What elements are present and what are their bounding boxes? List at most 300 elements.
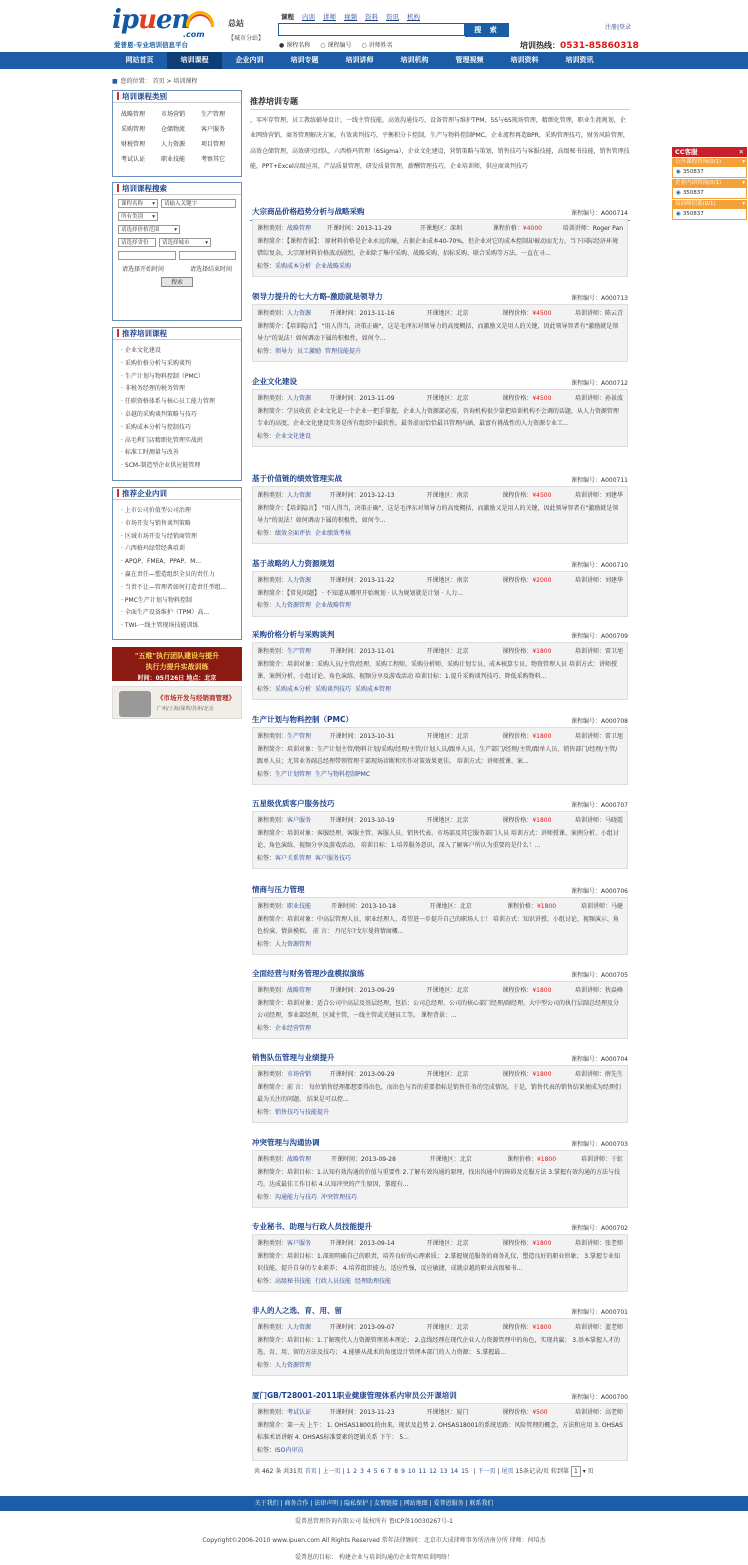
tags-label: 标签： [257,432,276,440]
recommend-course-link[interactable]: · SCM-制造型企业供应链管理 [121,460,235,473]
course-cat[interactable]: 客户服务 [287,817,312,824]
course-start: 2013-10-31 [359,733,395,740]
logo-slogan: 爱普恩·专业培训信息平台 [114,41,188,49]
course-tag-link[interactable]: ISO内审员 [275,1446,304,1454]
intro-text: 培训对象：生产计划主管/物料计划/采购/经理/主管/计划人员/跟单人员、生产部门/经理/主管/跟单人员、销售部门/经理/主管/跟单人员；尤其业务副总经理带领管理干部现场诊断和实作对策效果更佳。 培训方式：讲师授课、案... [257,745,618,766]
cc-qq-teacher[interactable]: ◉ 350837 [672,209,747,220]
course-tag-link[interactable]: 高级秘书技能 [275,1277,312,1285]
category-select[interactable]: 所有类别 ▾ [118,212,158,221]
recommend-inhouse-link[interactable]: · 全面生产设备维护（TPM）高... [121,607,235,620]
course-tag-link[interactable]: 人力资源管理 [275,940,312,948]
recommend-inhouse-box [112,487,242,640]
page-number-link[interactable]: 2 [353,1468,358,1475]
recommend-course-link[interactable]: · 企业文化建设 [121,345,235,358]
course-number-value: A000711 [600,477,628,484]
category-link[interactable]: 考试认证 [121,156,146,163]
radio-teacher-name[interactable]: ○ 讲师姓名 [362,40,393,49]
meta-label-price: 课程价格： [506,903,537,910]
meta-label-cat: 课程类别： [257,817,288,824]
page-select[interactable]: 1 [571,1466,581,1477]
main-content [250,92,630,221]
course-teacher: 陈云青 [604,310,623,317]
recommend-course-link[interactable]: · 标准工时测量与改善 [121,447,235,460]
course-tag-link[interactable]: 人力资源管理 [275,602,312,610]
page-number-link[interactable]: 6 [380,1468,385,1475]
course-tag-link[interactable]: 行政人员技能 [315,1277,352,1285]
course-start: 2013-11-01 [359,648,395,655]
recommend-course-link[interactable]: · 生产计划与物料控制（PMC） [121,371,235,384]
course-cat[interactable]: 人力资源 [287,577,312,584]
course-intro [257,998,623,1023]
page-number-link[interactable]: 8 [394,1468,399,1475]
cc-group-public[interactable]: ▾ 公开课程咨询(0/1) [672,158,747,167]
course-tags [257,528,623,541]
course-price: ¥1800 [532,817,552,824]
course-meta [257,815,623,828]
meta-label-cat: 课程类别： [257,733,288,740]
course-detail [252,219,628,277]
tags-label: 标签： [257,347,276,355]
recommend-courses-box [112,327,242,481]
course-meta [257,1069,623,1082]
page-prev[interactable]: 上一页 [322,1468,341,1475]
meta-label-price: 课程价格： [502,492,533,499]
course-tags [257,1276,623,1289]
intro-text: 培训目标：1.认知有效沟通的价值与重要性 2.了解有效沟通的原理，找出沟通中的障碍及克服方法 3.掌握有效沟通的方法与技巧，达成最佳工作目标 4.认知冲突的产生原因，掌握有... [257,1168,621,1189]
recommend-inhouse-link[interactable]: · 六西格玛绿带经典培训 [121,543,235,556]
nav-courses[interactable]: 培训课程 [167,52,222,69]
course-cat[interactable]: 人力资源 [287,310,312,317]
cc-header: CC客服 ✕ [672,147,747,157]
course-number-label: 课程编号： [570,562,601,569]
recommend-inhouse-link[interactable]: · 市场开发与销售谈判策略 [121,518,235,531]
cc-group-teacher[interactable]: ▾ 培训师招募(0/1) [672,200,747,209]
course-start: 2013-11-09 [359,395,395,402]
course-price: ¥4500 [532,395,552,402]
page-number-link[interactable]: 12 [429,1468,437,1475]
end-date-input[interactable] [179,251,237,260]
course-detail [252,897,628,955]
recommend-course-link[interactable]: · 采购成本分析与控制技巧 [121,422,235,435]
course-place: 北京 [456,987,469,994]
recommend-course-link[interactable]: · 采购价格分析与采购谈判 [121,358,235,371]
meta-label-place: 开课地区： [426,310,457,317]
tags-label: 标签： [257,1193,276,1201]
course-number-label: 课程编号： [570,1056,601,1063]
recommend-course-link[interactable]: · 高毛利门店精细化管理实战班 [121,435,235,448]
course-cat[interactable]: 战略管理 [287,1156,312,1163]
recommend-course-link[interactable]: · 卓越的采购谈判策略与技巧 [121,409,235,422]
category-link[interactable]: 职业技能 [161,156,186,163]
course-tag-link[interactable]: 管理技能提升 [325,347,362,355]
course-number [571,378,628,387]
course-title[interactable]: 基于价值链的绩效管理实战 [252,474,342,483]
course-place: 北京 [459,1156,472,1163]
intro-text: 培训目标：1.了解现代人力资源管理基本理论； 2.直线经理在现代企业人力资源管理中的角色，实现共赢； 3.基本掌握人才的选、育、用、留的方法及技巧； 4.能够从战术的角度设计管理本部门的人力资源； 5.掌握最... [257,1336,621,1357]
cc-qq-inhouse[interactable]: ◉ 350837 [672,188,747,199]
category-link[interactable]: 仓储物流 [161,126,186,133]
page-first[interactable]: 首页 [304,1468,317,1475]
course-title[interactable]: 销售队伍管理与业绩提升 [252,1053,335,1062]
intro-label: 课程简介： [257,999,288,1007]
course-title[interactable]: 厦门GB/T28001-2011职业健康管理体系内审员公开课培训 [252,1391,457,1400]
page-number-link[interactable]: 7 [387,1468,392,1475]
page-number-link[interactable]: 1 [346,1468,351,1475]
course-number-label: 课程编号： [570,1141,601,1148]
page-number-link[interactable]: 5 [373,1468,378,1475]
promo-banner-1[interactable]: "五维"执行团队建设与提升 执行力提升实战训练 时间：05月26日 地点：北京 [112,647,242,681]
course-cat[interactable]: 客户服务 [287,1240,312,1247]
course-detail [252,571,628,617]
meta-label-cat: 课程类别： [257,648,288,655]
course-place: 北京 [456,648,469,655]
page-number-link[interactable]: 11 [418,1468,427,1475]
category-link[interactable]: 客户服务 [201,126,226,133]
course-teacher: 高老师 [604,1409,623,1416]
recommend-course-link[interactable]: · 任职资格体系与核心员工能力管理 [121,396,235,409]
course-cat[interactable]: 市场营销 [287,1071,312,1078]
close-icon[interactable]: ✕ [738,148,744,156]
course-start: 2013-09-28 [361,1156,396,1163]
course-tag-link[interactable]: 沟通能力与技巧 [275,1193,318,1201]
course-place: 北京 [456,817,469,824]
course-number-value: A000710 [600,562,628,569]
course-tags [257,1023,623,1036]
course-price: ¥1800 [532,1071,552,1078]
course-tag-link[interactable]: 客户服务技巧 [315,854,352,862]
category-box [112,90,242,177]
course-cat[interactable]: 人力资源 [287,395,312,402]
login-link[interactable]: 登录 [619,24,632,31]
register-link[interactable]: 注册 [605,24,618,31]
search-tab-teacher[interactable]: 讲师 [323,13,336,21]
search-button[interactable]: 搜 索 [465,23,509,37]
course-intro [257,1082,623,1107]
meta-label-start: 开课时间： [329,987,360,994]
course-tag-link[interactable]: 企业绩效考核 [315,529,352,537]
meta-label-teacher: 培训讲师： [574,648,605,655]
course-tag-link[interactable]: 冲突管理技巧 [321,1193,358,1201]
page-number-link[interactable]: 9 [401,1468,405,1475]
meta-label-place: 开课地区： [426,1324,457,1331]
course-tag-link[interactable]: 采购成本分析 [275,262,312,270]
course-title[interactable]: 采购价格分析与采购谈判 [252,630,335,639]
course-teacher: 蓝老师 [604,1324,623,1331]
course-intro [257,1335,623,1360]
course-detail [252,486,628,544]
course-title[interactable]: 情商与压力管理 [252,885,305,894]
site-header [0,0,748,52]
intro-label: 课程简介： [257,1252,288,1260]
tags-label: 标签： [257,685,276,693]
course-number [571,293,628,302]
meta-label-price: 课程价格： [502,733,533,740]
meta-label-price: 课程价格： [502,310,533,317]
course-intro [257,1251,623,1276]
cc-group-inhouse[interactable]: ▾ 企业内训咨询(0/1) [672,179,747,188]
meta-label-price: 课程价格： [502,1324,533,1331]
course-tag-link[interactable]: 销售技巧与技能提升 [275,1108,330,1116]
course-tag-link[interactable]: 领导力 [275,347,294,355]
nav-topics[interactable]: 培训专题 [290,56,319,64]
search-tab-video[interactable]: 视频 [344,13,357,21]
meta-label-start: 开课时间： [329,733,360,740]
intro-text: 【培训隐言】 "用人得当，决策正确"，这是毛泽东对领导力的高度概括，而激励又是用人的关键，因此领导智者有"激励就是领导力"的说法！如何调动下属的积极性，如何令... [257,504,619,525]
province-select[interactable]: 请选择省份 ▾ [118,238,156,247]
course-title[interactable]: 非人的人之选、育、用、留 [252,1306,342,1315]
search-tab-course[interactable]: 课程 [281,13,294,21]
course-cat[interactable]: 战略管理 [287,225,312,232]
course-cat[interactable]: 人力资源 [287,492,312,499]
course-meta [257,308,623,321]
logo-rainbow-icon [186,11,214,27]
nav-home[interactable]: 网站首页 [125,56,154,64]
course-intro [257,406,623,431]
course-place: 南京 [456,577,469,584]
meta-label-price: 课程价格： [502,648,533,655]
course-meta [257,1238,623,1251]
tags-label: 标签： [257,602,276,610]
course-start: 2013-09-14 [359,1240,395,1247]
course-intro [257,744,623,769]
topics-title: 推荐培训专题 [250,92,630,110]
course-title[interactable]: 生产计划与物料控制（PMC） [252,715,353,724]
footer-links[interactable]: 关于我们 | 商务合作 | 法律声明 | 隐私保护 | 友情链接 | 网站地图 | 爱普恩服务 | 联系我们 [0,1496,748,1511]
page-last[interactable]: 尾页 [501,1468,514,1475]
teacher-photo [119,691,151,717]
course-number-value: A000701 [600,1309,628,1316]
meta-label-teacher: 培训讲师： [574,1071,605,1078]
course-title[interactable]: 领导力提升的七大方略-激励就是领导力 [252,292,383,301]
meta-label-place: 开课地区： [426,395,457,402]
course-price: ¥4500 [532,310,552,317]
page-next[interactable]: 下一页 [477,1468,496,1475]
course-start: 2013-10-18 [361,903,396,910]
course-detail [252,1150,628,1208]
course-title[interactable]: 五星级优质客户服务技巧 [252,799,335,808]
course-cat[interactable]: 生产管理 [287,733,312,740]
course-price: ¥4500 [532,492,552,499]
page-number-link[interactable]: 3 [360,1468,364,1475]
course-teacher: 马晓霞 [604,817,623,824]
page-number-link[interactable]: 4 [366,1468,371,1475]
course-teacher: 孙景波 [604,395,623,402]
course-tag-link[interactable]: 经理助理技能 [355,1277,392,1285]
course-title[interactable]: 大宗商品价格趋势分析与战略采购 [252,207,365,216]
search-tab-org[interactable]: 机构 [407,13,420,21]
course-number [571,970,628,979]
meta-label-teacher: 培训讲师： [574,733,605,740]
nav-videos[interactable]: 管理视频 [455,56,484,64]
logo-com: .com [183,30,205,39]
radio-course-no[interactable]: ○ 课程编号 [320,40,351,49]
course-search-button[interactable]: 搜索 [161,277,193,287]
meta-label-teacher: 培训讲师： [574,987,605,994]
start-date-input[interactable] [118,251,176,260]
tags-label: 标签： [257,1277,276,1285]
course-title[interactable]: 专业秘书、助理与行政人员技能提升 [252,1222,372,1231]
price-select[interactable]: 请选择价格范围 ▾ [118,225,180,234]
category-link[interactable]: 战略管理 [121,111,146,118]
search-tab-inhouse[interactable]: 内训 [302,13,315,21]
course-cat[interactable]: 战略管理 [287,987,312,994]
chevron-down-icon: ▾ [742,180,745,186]
course-tags [257,853,623,866]
course-cat[interactable]: 生产管理 [287,648,312,655]
course-number-value: A000700 [600,1394,628,1401]
course-place: 北京 [456,310,469,317]
nav-orgs[interactable]: 培训机构 [400,56,429,64]
recommend-inhouse-link[interactable]: · PMC生产计划与物料控制 [121,595,235,608]
meta-label-cat: 课程类别： [257,225,288,232]
page-number-link[interactable]: 13 [439,1468,448,1475]
course-price: ¥1800 [532,733,552,740]
course-number-value: A000714 [600,210,628,217]
course-tag-link[interactable]: 生产与物料控制PMC [315,770,371,778]
course-teacher: 张老师 [604,1240,623,1247]
city-select[interactable]: 请选择城市 ▾ [159,238,211,247]
course-tag-link[interactable]: 员工激励 [297,347,322,355]
course-tag-link[interactable]: 企业战略采购 [315,262,352,270]
course-tag-link[interactable]: 绩效全面评估 [275,529,312,537]
course-teacher: 狄焱峰 [604,987,623,994]
meta-label-cat: 课程类别： [257,492,288,499]
recommend-inhouse-link[interactable]: · 当责不让—管理者如何打造责任型组... [121,582,235,595]
meta-label-teacher: 培训讲师： [562,225,593,232]
meta-label-price: 课程价格： [502,1071,533,1078]
course-intro [257,321,623,346]
site-logo[interactable] [112,5,220,49]
course-meta [257,731,623,744]
course-tags [257,431,623,444]
category-link[interactable]: 生产管理 [201,111,226,118]
category-link[interactable]: 采购管理 [121,126,146,133]
tags-label: 标签： [257,529,276,537]
course-number-label: 课程编号： [570,380,601,387]
category-link[interactable]: 市场营销 [161,111,186,118]
page-number-link[interactable]: 10 [407,1468,416,1475]
recommend-inhouse-link[interactable]: · 上市公司价值型公司治理 [121,505,235,518]
course-teacher: 薛先生 [604,1071,623,1078]
course-teacher: 刘建华 [604,577,623,584]
search-input[interactable] [278,23,465,36]
course-number-value: A000708 [600,718,628,725]
meta-label-cat: 课程类别： [257,577,288,584]
course-number [571,716,628,725]
meta-label-place: 开课地区： [426,817,457,824]
radio-course-name[interactable]: ● 课程名称 [279,40,310,49]
course-detail [252,981,628,1039]
course-number [571,475,628,484]
course-place: 深圳 [449,225,462,232]
course-tag-link[interactable]: 客户关系管理 [275,854,312,862]
pagination: 共 462 条 共31页 首页 | 上一页 | 1 2 3 4 5 6 7 8 9 10 11 12 13 14 15 | 下一页 | 尾页 15条记录/页 转到第 1 ▾ 页 [254,1468,594,1475]
course-title[interactable]: 基于战略的人力资源规划 [252,559,335,568]
topics-list[interactable]: ，零库存管理，员工教练辅导设计，一线主管技能，高效沟通技巧，设备管理与维护TPM，5S与6S现场管理，精细化管理，职业生涯规划，企业网络营销，商务管理解决方案，有效谈判技巧，平衡积分卡控制，生产与物料控制PMC，企业流程再造BPR，采购管理技巧，财务风险管理，高效仓储管理，高效研究团队，六西格玛管理（6Sigma），企业文化建设，营销策略与策划，销售技巧与客服技能，高级秘书技能，销售管理技能，PPT+Excel高级应用，产品质量管理，研发质量管理，薪酬管理技巧，企业培训师，供应商谈判技巧 [250,110,630,221]
city-switch-link[interactable]: 【城市分站】 [228,35,265,42]
hotline-number: 0531-85860318 [560,41,639,51]
nav-teachers[interactable]: 培训讲师 [345,56,374,64]
field-select[interactable]: 课程名称 ▾ [118,199,158,208]
recommend-inhouse-link[interactable]: · APQP、FMEA、PPAP、M... [121,556,235,569]
page-number-link[interactable]: 14 [450,1468,459,1475]
course-tag-link[interactable]: 生产计划管理 [275,770,312,778]
meta-label-cat: 课程类别： [257,1324,288,1331]
course-tag-link[interactable]: 企业经营管理 [275,1024,312,1032]
intro-label: 课程简介： [257,504,288,512]
meta-label-place: 开课地区： [426,577,457,584]
category-link[interactable]: 考察其它 [201,156,226,163]
course-place: 北京 [456,733,469,740]
course-tags [257,684,623,697]
course-detail [252,642,628,700]
course-price: ¥1800 [532,987,552,994]
course-tag-link[interactable]: 企业战略管理 [315,602,352,610]
recommend-course-link[interactable]: · 非税务经理的税务管理 [121,383,235,396]
recommend-inhouse-link[interactable]: · TWI-一线主管现场技能训练 [121,620,235,633]
intro-label: 课程简介： [257,322,288,330]
course-title[interactable]: 全面经营与财务管理沙盘模拟演练 [252,969,365,978]
course-cat[interactable]: 考试认证 [287,1409,312,1416]
intro-label: 课程简介： [257,829,288,837]
nav-materials[interactable]: 培训资料 [510,56,539,64]
meta-label-teacher: 培训讲师： [580,1156,611,1163]
keyword-input[interactable]: 请输入关键字 [161,199,236,208]
course-tags [257,939,623,952]
nav-inhouse[interactable]: 企业内训 [235,56,264,64]
meta-label-price: 课程价格： [502,577,533,584]
course-tag-link[interactable]: 采购成本管理 [355,685,392,693]
course-tag-link[interactable]: 采购谈判技巧 [315,685,352,693]
course-tag-link[interactable]: 人力资源管理 [275,1361,312,1369]
station-name: 总站 [228,19,244,28]
course-teacher: 刘建华 [604,492,623,499]
cc-qq-public[interactable]: ◉ 350837 [672,167,747,178]
recommend-inhouse-link[interactable]: · 赢在责任—塑造组织全员的责任力 [121,569,235,582]
course-tag-link[interactable]: 采购成本分析 [275,685,312,693]
chevron-down-icon: ▾ [742,159,745,165]
course-meta [257,985,623,998]
tags-label: 标签： [257,1108,276,1116]
course-title[interactable]: 冲突管理与沟通协调 [252,1138,320,1147]
course-number [571,800,628,809]
search-tab-material[interactable]: 资料 [365,13,378,21]
recommend-inhouse-list [113,500,241,633]
course-tag-link[interactable]: 企业文化建设 [275,432,312,440]
meta-label-price: 课程价格： [506,1156,537,1163]
meta-label-start: 开课时间： [329,577,360,584]
page-number-link[interactable]: 15 [461,1468,469,1475]
category-link[interactable]: 人力资源 [161,141,186,148]
category-link[interactable]: 财税管理 [121,141,146,148]
course-detail [252,304,628,362]
promo-banner-2[interactable]: 《市场开发与经销商管理》 广州/上海/深圳/苏州/北京 [112,686,242,719]
course-cat[interactable]: 职业技能 [287,903,312,910]
course-title[interactable]: 企业文化建设 [252,377,297,386]
meta-label-cat: 课程类别： [257,395,288,402]
course-detail [252,727,628,785]
category-link[interactable]: 项目管理 [201,141,226,148]
meta-label-price: 课程价格： [502,817,533,824]
nav-news[interactable]: 培训资讯 [565,56,594,64]
footer-slogan: 爱普恩的目标： 构建企业与培训沟通的企业管理培训网络！ [295,1554,453,1561]
course-cat[interactable]: 人力资源 [287,1324,312,1331]
tags-label: 标签： [257,1024,276,1032]
meta-label-price: 课程价格： [502,1240,533,1247]
search-tab-news[interactable]: 资讯 [386,13,399,21]
category-box-title: 培训课程类别 [113,91,241,103]
recommend-inhouse-link[interactable]: · 区域市场开发与经销商管理 [121,531,235,544]
